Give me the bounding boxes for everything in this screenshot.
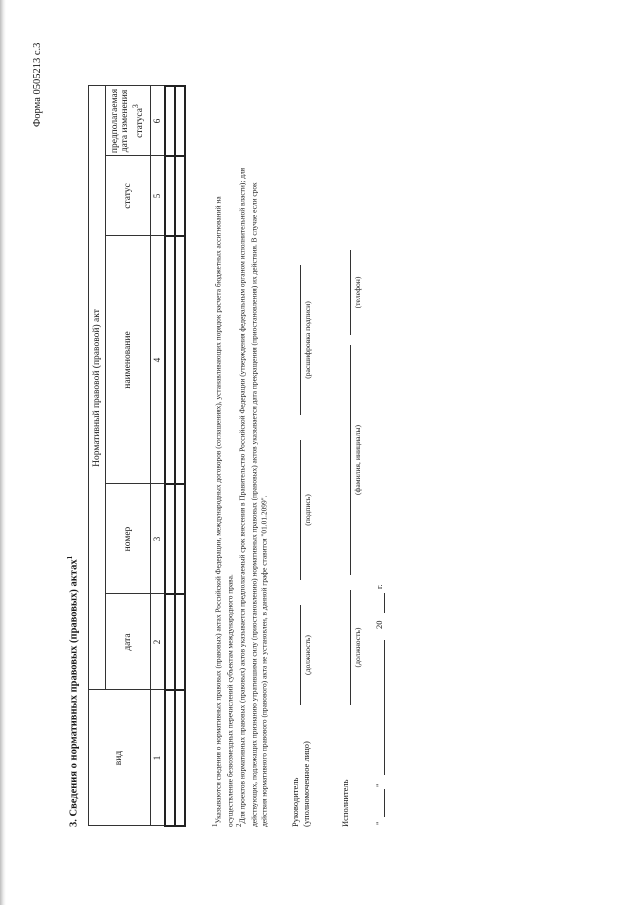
column-number-6: 6 <box>151 86 166 156</box>
signature-line[interactable] <box>300 440 301 580</box>
table-row <box>165 86 175 826</box>
signature-decoding-caption: (расшифровка подписи) <box>303 301 312 379</box>
column-number-2: 2 <box>151 594 166 690</box>
date-year-suffix: г. <box>374 584 384 589</box>
table-cell[interactable] <box>165 236 175 484</box>
column-group-header-act: Нормативный правовой (правовой) акт <box>89 86 106 690</box>
section-title-text: 3. Сведения о нормативных правовых (правовых) актах <box>68 559 80 827</box>
executor-position-caption: (должность) <box>353 627 362 668</box>
table-cell[interactable] <box>175 690 185 826</box>
date-month-line[interactable] <box>384 640 385 775</box>
section-title <box>66 556 80 827</box>
signature-caption: (подпись) <box>303 494 312 526</box>
executor-position-line[interactable] <box>350 590 351 705</box>
footnote-text: осуществление безвозмездных перечислений субъектам международного права. <box>225 574 235 827</box>
column-number-3: 3 <box>151 484 166 594</box>
table-cell[interactable] <box>165 594 175 690</box>
column-header-expected-status-date <box>106 86 151 156</box>
table-header-row-top <box>89 86 106 826</box>
column-number-5: 5 <box>151 156 166 236</box>
table-cell[interactable] <box>175 236 185 484</box>
footnote-line <box>248 182 258 827</box>
date-quote-open: " <box>374 821 384 825</box>
head-label: Руководитель <box>290 777 300 827</box>
table-row <box>175 86 185 826</box>
date-year-prefix: 20 <box>374 620 384 629</box>
footnote-line <box>212 196 222 827</box>
position-signature-line[interactable] <box>300 605 301 705</box>
column-number-row <box>151 86 166 826</box>
column-header-expected-status-date-text: предполагаемая дата изменения статуса <box>109 88 146 154</box>
footnote-line <box>236 168 246 827</box>
executor-name-line[interactable] <box>350 345 351 575</box>
column-header-name: наименование <box>106 236 151 484</box>
executor-name-caption: (фамилия, инициалы) <box>353 425 362 496</box>
position-caption: (должность) <box>303 635 312 675</box>
head-authorized-label: (уполномоченное лицо) <box>301 741 311 827</box>
table-cell[interactable] <box>175 156 185 236</box>
signature-decoding-line[interactable] <box>300 265 301 415</box>
date-day-line[interactable] <box>384 789 385 817</box>
table-cell[interactable] <box>175 484 185 594</box>
footnote-text: действия нормативного правового (правового) акта не установлен, в данной графе ставится "01.01.2099". <box>259 495 269 827</box>
column-header-status: статус <box>106 156 151 236</box>
footnote-text: действующих, подлежащих признанию утратившими силу (приостановлению) нормативных правовых (правовых) актов указывается дата прекращения (приостановления) их действия. В случае если срок <box>249 182 259 827</box>
executor-phone-line[interactable] <box>350 250 351 335</box>
form-number-label: Форма 0505213 с.3 <box>32 42 43 127</box>
footnote-text: Для проектов нормативных правовых (правовых) актов указывается предполагаемый срок внесения в Правительство Российской Федерации (утверждения федеральным органом исполнительной власти); для <box>237 167 247 824</box>
table-cell[interactable] <box>165 484 175 594</box>
executor-label: Исполнитель <box>340 779 350 827</box>
executor-phone-caption: (телефон) <box>353 276 362 309</box>
column-header-footnote-mark: 3 <box>131 104 141 109</box>
column-header-number: номер <box>106 484 151 594</box>
table-cell[interactable] <box>165 86 175 156</box>
table-cell[interactable] <box>165 690 175 826</box>
normative-acts-table <box>88 85 186 827</box>
table-cell[interactable] <box>175 594 185 690</box>
table-cell[interactable] <box>165 156 175 236</box>
date-quote-close: " <box>374 783 384 787</box>
column-header-type: вид <box>89 690 151 826</box>
footnote-mark: 1 <box>211 823 219 827</box>
footnote-line <box>224 574 234 827</box>
section-title-footnote-mark: 1 <box>66 555 74 560</box>
footnote-line <box>258 495 268 827</box>
column-number-4: 4 <box>151 236 166 484</box>
footnote-mark: 2 <box>235 823 243 827</box>
date-year-line[interactable] <box>384 593 385 613</box>
column-header-date: дата <box>106 594 151 690</box>
table-cell[interactable] <box>175 86 185 156</box>
footnote-text: Указываются сведения о нормативных правовых (правовых) актах Российской Федерации, международных договоров (соглашениях), устанавливающих порядок расчета бюджетных ассигнований на <box>213 196 223 824</box>
column-number-1: 1 <box>151 690 166 826</box>
